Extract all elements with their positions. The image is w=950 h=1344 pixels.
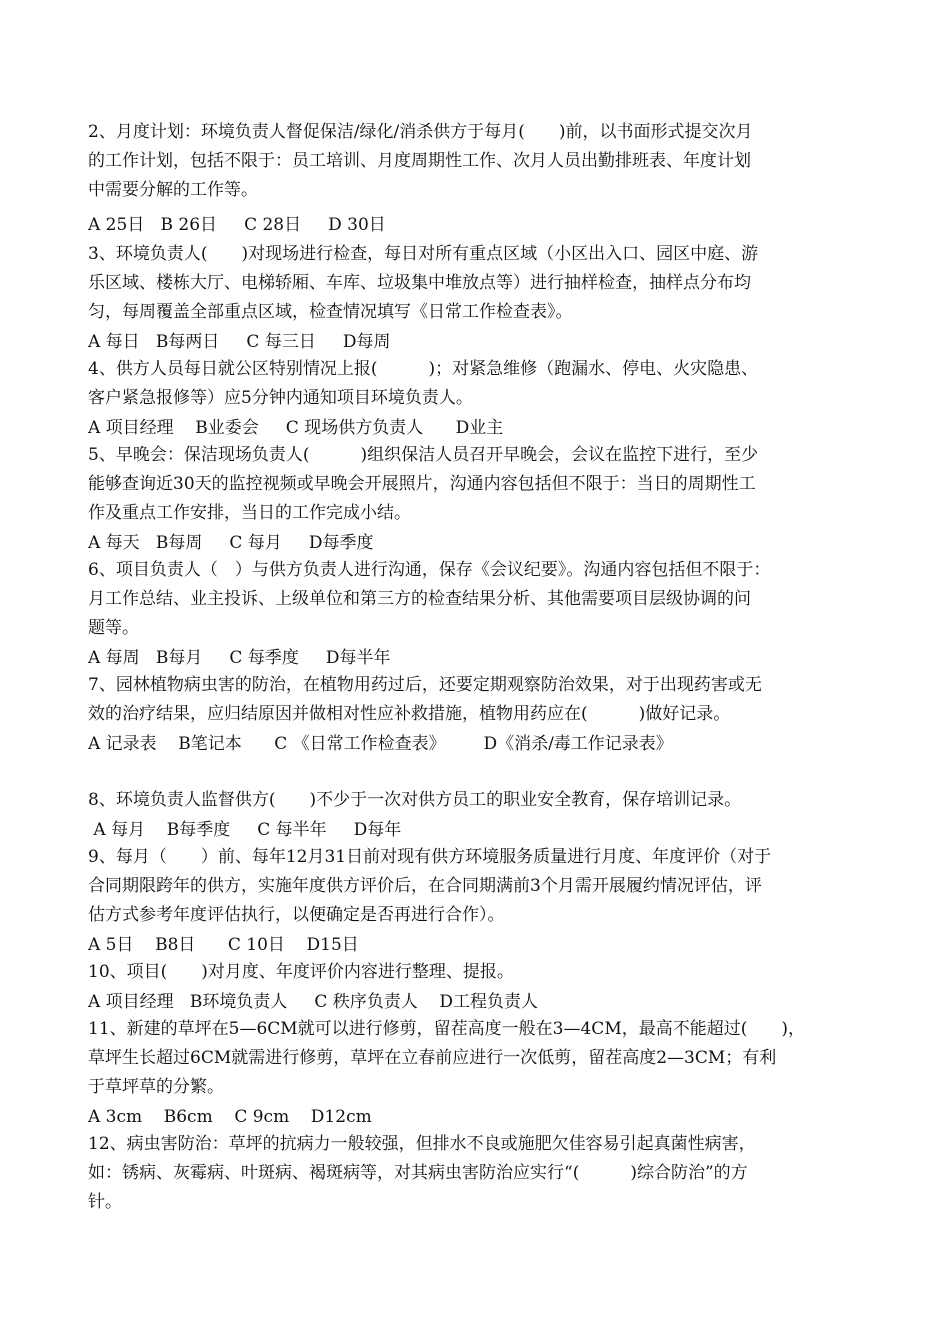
question-text: 中需要分解的工作等。 xyxy=(88,180,258,200)
answer-options: A 记录表 B笔记本 C 《日常工作检查表》 D《消杀/毒工作记录表》 xyxy=(88,734,673,754)
question-text: 月工作总结、业主投诉、上级单位和第三方的检查结果分析、其他需要项目层级协调的问 xyxy=(88,589,751,609)
question-text: 题等。 xyxy=(88,618,139,638)
answer-options: A 每天 B每周 C 每月 D每季度 xyxy=(88,533,374,553)
question-text: 8、环境负责人监督供方( )不少于一次对供方员工的职业安全教育，保存培训记录。 xyxy=(88,790,742,810)
question-text: 7、园林植物病虫害的防治，在植物用药过后，还要定期观察防治效果，对于出现药害或无 xyxy=(88,675,762,695)
question-text: 2、月度计划：环境负责人督促保洁/绿化/消杀供方于每月( )前，以书面形式提交次月 xyxy=(88,122,753,142)
question-text: 3、环境负责人( )对现场进行检查，每日对所有重点区域（小区出入口、园区中庭、游 xyxy=(88,244,759,264)
question-10 xyxy=(88,958,868,1017)
answer-options: A 每日 B每两日 C 每三日 D每周 xyxy=(88,332,391,352)
question-9 xyxy=(88,843,868,960)
question-8 xyxy=(88,786,868,845)
question-text: 能够查询近30天的监控视频或早晚会开展照片，沟通内容包括但不限于：当日的周期性工 xyxy=(88,474,756,494)
question-text: 12、病虫害防治：草坪的抗病力一般较强，但排水不良或施肥欠佳容易引起真菌性病害， xyxy=(88,1134,756,1154)
question-text: 效的治疗结果，应归结原因并做相对性应补救措施，植物用药应在( )做好记录。 xyxy=(88,704,731,724)
question-4 xyxy=(88,355,868,443)
question-text: 作及重点工作安排，当日的工作完成小结。 xyxy=(88,503,411,523)
question-text: 乐区域、楼栋大厅、电梯轿厢、车库、垃圾集中堆放点等）进行抽样检查，抽样点分布均 xyxy=(88,273,751,293)
question-text: 草坪生长超过6CM就需进行修剪，草坪在立春前应进行一次低剪，留茬高度2—3CM；有利 xyxy=(88,1048,777,1068)
question-text: 5、早晚会：保洁现场负责人( )组织保洁人员召开早晚会，会议在监控下进行，至少 xyxy=(88,445,759,465)
answer-options: A 每周 B每月 C 每季度 D每半年 xyxy=(88,648,391,668)
question-text: 11、新建的草坪在5—6CM就可以进行修剪，留茬高度一般在3—4CM，最高不能超过( )， xyxy=(88,1019,805,1039)
question-6 xyxy=(88,556,868,673)
answer-options: A 项目经理 B环境负责人 C 秩序负责人 D工程负责人 xyxy=(88,992,539,1012)
answer-options: A 3cm B6cm C 9cm D12cm xyxy=(88,1107,372,1127)
question-text: 合同期限跨年的供方，实施年度供方评价后，在合同期满前3个月需开展履约情况评估，评 xyxy=(88,876,762,896)
question-text: 6、项目负责人（ ）与供方负责人进行沟通，保存《会议纪要》。沟通内容包括但不限于： xyxy=(88,560,771,580)
question-12 xyxy=(88,1130,868,1217)
question-text: 10、项目( )对月度、年度评价内容进行整理、提报。 xyxy=(88,962,514,982)
question-text: 4、供方人员每日就公区特别情况上报( )；对紧急维修（跑漏水、停电、火灾隐患、 xyxy=(88,359,759,379)
question-3 xyxy=(88,240,868,357)
question-text: 于草坪草的分繁。 xyxy=(88,1077,224,1097)
question-text: 9、每月（ ）前、每年12月31日前对现有供方环境服务质量进行月度、年度评价（对于 xyxy=(88,847,772,867)
question-11 xyxy=(88,1015,868,1132)
question-text: 针。 xyxy=(88,1192,122,1212)
answer-options: A 5日 B8日 C 10日 D15日 xyxy=(88,935,359,955)
answer-options: A 25日 B 26日 C 28日 D 30日 xyxy=(88,215,386,235)
question-text: 客户紧急报修等）应5分钟内通知项目环境负责人。 xyxy=(88,388,473,408)
question-7 xyxy=(88,671,868,759)
question-text: 的工作计划，包括不限于：员工培训、月度周期性工作、次月人员出勤排班表、年度计划 xyxy=(88,151,751,171)
answer-options: A 项目经理 B业委会 C 现场供方负责人 D业主 xyxy=(88,418,504,438)
question-text: 匀，每周覆盖全部重点区域，检查情况填写《日常工作检查表》。 xyxy=(88,302,573,322)
question-text: 如：锈病、灰霉病、叶斑病、褐斑病等，对其病虫害防治应实行“( )综合防治”的方 xyxy=(88,1163,748,1183)
answer-options: A 每月 B每季度 C 每半年 D每年 xyxy=(88,820,402,840)
question-text: 估方式参考年度评估执行，以便确定是否再进行合作）。 xyxy=(88,905,505,925)
question-2 xyxy=(88,118,868,240)
question-5 xyxy=(88,441,868,558)
